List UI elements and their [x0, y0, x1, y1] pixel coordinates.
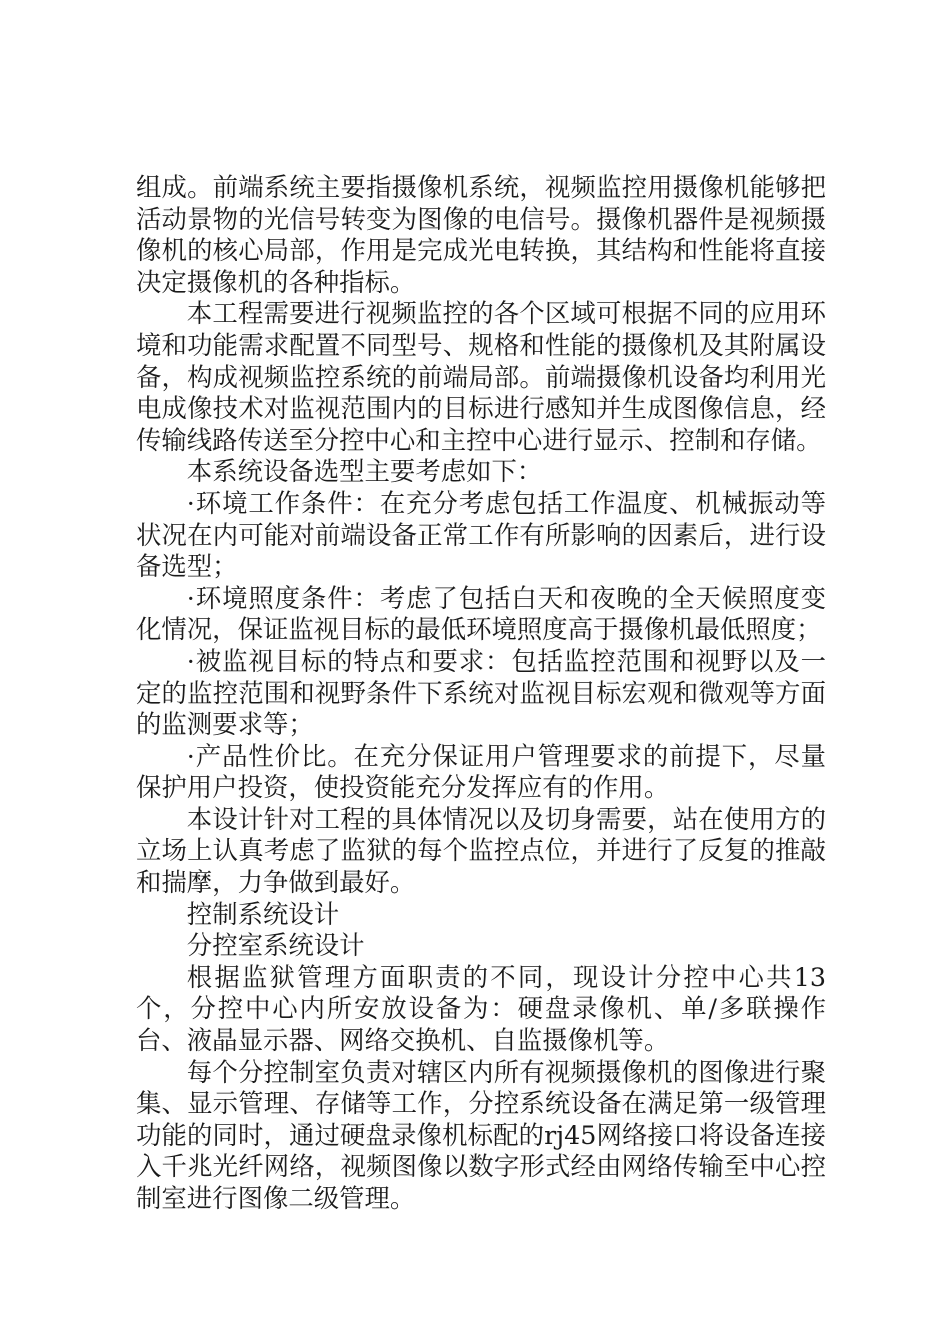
bullet-environment-conditions: ·环境工作条件：在充分考虑包括工作温度、机械振动等状况在内可能对前端设备正常工作有所影响的因素后，进行设备选型；	[136, 487, 826, 582]
paragraph-continuation: 组成。前端系统主要指摄像机系统，视频监控用摄像机能够把活动景物的光信号转变为图像的电信号。摄像机器件是视频摄像机的核心局部，作用是完成光电转换，其结构和性能将直接决定摄像机的各种指标。	[136, 172, 826, 297]
paragraph-sub-control-centers: 根据监狱管理方面职责的不同，现设计分控中心共13个，分控中心内所安放设备为：硬盘录像机、单/多联操作台、液晶显示器、网络交换机、自监摄像机等。	[136, 961, 826, 1056]
section-heading-control-system: 控制系统设计	[186, 898, 340, 929]
paragraph-sub-control-duties: 每个分控制室负责对辖区内所有视频摄像机的图像进行聚集、显示管理、存储等工作，分控系统设备在满足第一级管理功能的同时，通过硬盘录像机标配的rj45网络接口将设备连接入千兆光纤网络，视频图像以数字形式经由网络传输至中心控制室进行图像二级管理。	[136, 1056, 826, 1213]
paragraph-selection-intro: 本系统设备选型主要考虑如下：	[186, 456, 543, 487]
bullet-illumination-conditions: ·环境照度条件：考虑了包括白天和夜晚的全天候照度变化情况，保证监视目标的最低环境照度高于摄像机最低照度；	[136, 582, 826, 645]
paragraph-project-scope: 本工程需要进行视频监控的各个区域可根据不同的应用环境和功能需求配置不同型号、规格和性能的摄像机及其附属设备，构成视频监控系统的前端局部。前端摄像机设备均利用光电成像技术对监视范围内的目标进行感知并生成图像信息，经传输线路传送至分控中心和主控中心进行显示、控制和存储。	[136, 298, 826, 455]
bullet-target-requirements: ·被监视目标的特点和要求：包括监控范围和视野以及一定的监控范围和视野条件下系统对监视目标宏观和微观等方面的监测要求等；	[136, 645, 826, 740]
section-heading-sub-control-room: 分控室系统设计	[186, 930, 365, 961]
bullet-cost-performance: ·产品性价比。在充分保证用户管理要求的前提下，尽量保护用户投资，使投资能充分发挥应有的作用。	[136, 740, 826, 803]
document-body	[136, 172, 826, 1215]
paragraph-design-approach: 本设计针对工程的具体情况以及切身需要，站在使用方的立场上认真考虑了监狱的每个监控点位，并进行了反复的推敲和揣摩，力争做到最好。	[136, 803, 826, 898]
